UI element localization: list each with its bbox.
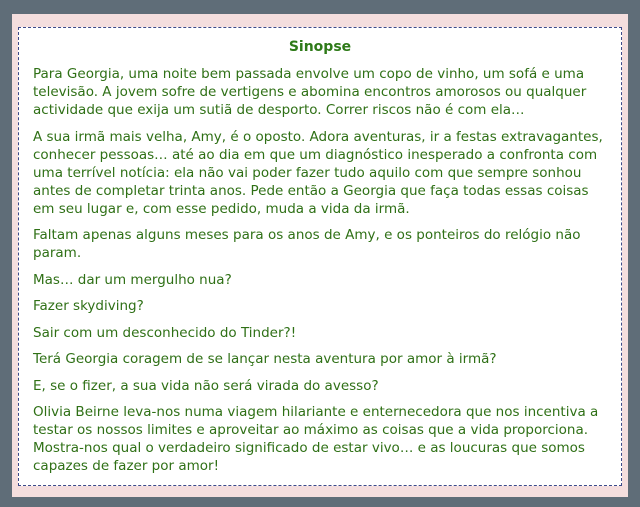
synopsis-paragraph: Para Georgia, uma noite bem passada envolve um copo de vinho, um sofá e uma televisão. A jovem sofre de vertigens e abomina encontros amorosos ou qualquer actividade que exija um sutiã de desporto. Correr riscos não é com ela… (33, 66, 587, 118)
synopsis-paragraph: Mas… dar um mergulho nua? (33, 271, 232, 288)
synopsis-paragraph: A sua irmã mais velha, Amy, é o oposto. Adora aventuras, ir a festas extravagantes, conhecer pessoas… até ao dia em que um diagnóstico inesperado a confronta com uma terrível notícia: ela não vai poder fazer tudo aquilo com que sempre sonhou antes de completar trinta anos. Pede então a Georgia que faça todas essas coisas em seu lugar e, com esse pedido, muda a vida da irmã. (33, 128, 603, 217)
synopsis-paragraph: Olivia Beirne leva-nos numa viagem hilariante e enternecedora que nos incentiva a testar os nossos limites e aproveitar ao máximo as coisas que a vida proporciona. Mostra-nos qual o verdadeiro significado de estar vivo… e as loucuras que somos capazes de fazer por amor! (33, 404, 599, 474)
synopsis-paragraph: E, se o fizer, a sua vida não será virada do avesso? (33, 377, 379, 394)
synopsis-paragraph: Fazer skydiving? (33, 298, 144, 314)
synopsis-paragraph: Faltam apenas alguns meses para os anos de Amy, e os ponteiros do relógio não param. (33, 227, 581, 261)
synopsis-title: Sinopse (288, 39, 352, 55)
synopsis-paragraph: Sair com um desconhecido do Tinder?! (33, 324, 297, 341)
synopsis-panel (18, 27, 622, 486)
synopsis-paragraph: Terá Georgia coragem de se lançar nesta aventura por amor à irmã? (33, 351, 497, 367)
